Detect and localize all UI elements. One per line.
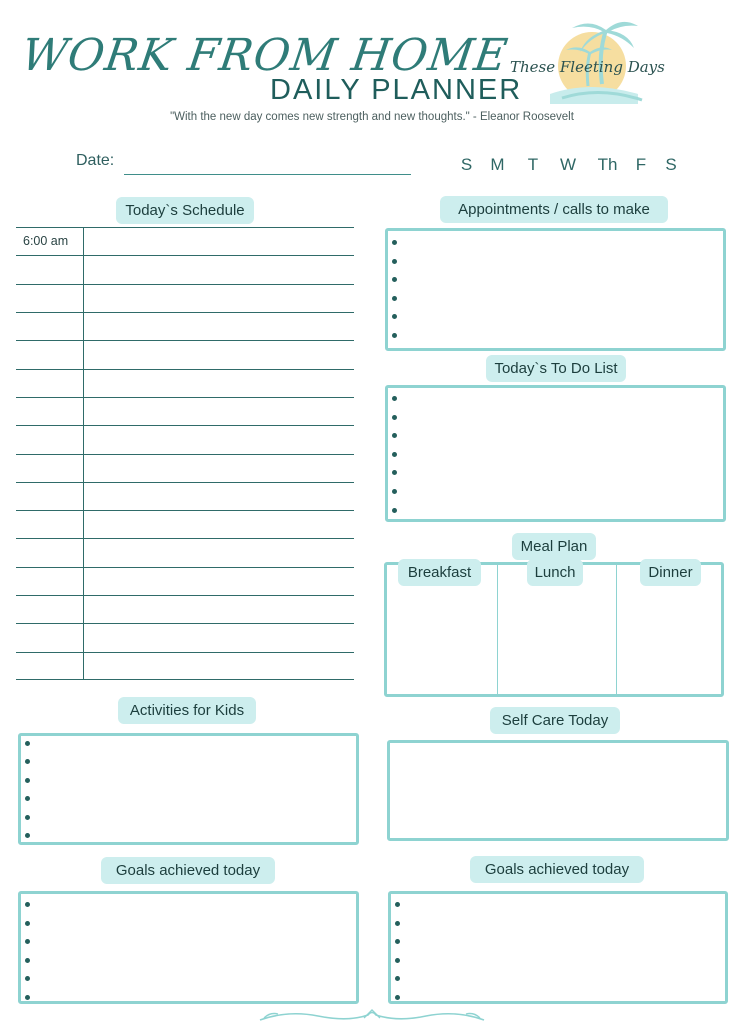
lunch-label: Lunch <box>527 559 583 586</box>
bullet-dot <box>25 958 30 963</box>
self-care-box[interactable] <box>387 740 729 841</box>
schedule-row-line <box>16 312 354 313</box>
schedule-row-line <box>16 482 354 483</box>
activities-heading: Activities for Kids <box>118 697 256 724</box>
schedule-row-line <box>16 679 354 680</box>
appointments-box[interactable] <box>385 228 726 351</box>
bullet-dot <box>25 902 30 907</box>
page-title: DAILY PLANNER <box>270 74 523 106</box>
day-tuesday[interactable]: T <box>527 155 539 174</box>
bullet-dot <box>392 489 397 494</box>
bullet-dot <box>392 433 397 438</box>
bullet-dot <box>25 796 30 801</box>
bullet-dot <box>25 921 30 926</box>
day-monday[interactable]: M <box>490 155 505 174</box>
bullet-dot <box>395 976 400 981</box>
activities-box[interactable] <box>18 733 359 845</box>
bullet-dot <box>25 815 30 820</box>
weekday-selector <box>457 155 686 175</box>
schedule-row-line <box>16 652 354 653</box>
bullet-dot <box>395 921 400 926</box>
quote: "With the new day comes new strength and new thoughts." - Eleanor Roosevelt <box>170 111 574 123</box>
bullet-dot <box>392 277 397 282</box>
bullet-dot <box>395 995 400 1000</box>
bullet-dot <box>395 958 400 963</box>
meal-plan-heading: Meal Plan <box>512 533 596 560</box>
day-friday[interactable]: F <box>635 155 647 174</box>
bullet-dot <box>392 452 397 457</box>
bullet-dot <box>392 333 397 338</box>
schedule-grid[interactable] <box>16 227 354 680</box>
bullet-dot <box>25 833 30 838</box>
bullet-dot <box>392 470 397 475</box>
bullet-dot <box>25 995 30 1000</box>
bullet-list <box>395 894 403 1001</box>
schedule-row-line <box>16 425 354 426</box>
bullet-list <box>392 231 400 348</box>
bullet-dot <box>395 939 400 944</box>
meal-divider <box>616 565 617 694</box>
title-script: WORK FROM HOME <box>18 30 512 81</box>
schedule-row-line <box>16 454 354 455</box>
schedule-row-line <box>16 397 354 398</box>
bullet-dot <box>392 314 397 319</box>
goals-right-box[interactable] <box>388 891 728 1004</box>
goals-right-heading: Goals achieved today <box>470 856 644 883</box>
bullet-dot <box>25 976 30 981</box>
flourish-ornament <box>258 1006 486 1024</box>
bullet-list <box>25 736 33 842</box>
date-field[interactable] <box>124 174 411 175</box>
schedule-row-line <box>16 538 354 539</box>
schedule-row-line <box>16 255 354 256</box>
meal-divider <box>497 565 498 694</box>
schedule-row-line <box>16 369 354 370</box>
dinner-label: Dinner <box>640 559 701 586</box>
day-thursday[interactable]: Th <box>597 155 618 174</box>
bullet-dot <box>25 741 30 746</box>
bullet-dot <box>392 396 397 401</box>
bullet-dot <box>392 240 397 245</box>
bullet-dot <box>25 759 30 764</box>
bullet-dot <box>392 415 397 420</box>
logo-text: These Fleeting Days <box>510 58 665 76</box>
schedule-time-first: 6:00 am <box>23 234 69 248</box>
schedule-heading: Today`s Schedule <box>116 197 254 224</box>
schedule-row-line <box>16 284 354 285</box>
schedule-row-line <box>16 227 354 228</box>
day-sunday[interactable]: S <box>460 155 473 174</box>
logo <box>510 14 665 104</box>
day-saturday[interactable]: S <box>665 155 677 174</box>
schedule-row-line <box>16 595 354 596</box>
goals-left-heading: Goals achieved today <box>101 857 275 884</box>
bullet-dot <box>25 778 30 783</box>
bullet-dot <box>392 508 397 513</box>
bullet-dot <box>25 939 30 944</box>
self-care-heading: Self Care Today <box>490 707 620 734</box>
schedule-row-line <box>16 510 354 511</box>
todo-box[interactable] <box>385 385 726 522</box>
day-wednesday[interactable]: W <box>559 155 577 174</box>
schedule-row-line <box>16 567 354 568</box>
appointments-heading: Appointments / calls to make <box>440 196 668 223</box>
date-label: Date: <box>76 152 115 169</box>
bullet-dot <box>392 259 397 264</box>
bullet-list <box>25 894 33 1001</box>
schedule-row-line <box>16 340 354 341</box>
goals-left-box[interactable] <box>18 891 359 1004</box>
bullet-dot <box>395 902 400 907</box>
todo-heading: Today`s To Do List <box>486 355 626 382</box>
breakfast-label: Breakfast <box>398 559 481 586</box>
schedule-row-line <box>16 623 354 624</box>
bullet-dot <box>392 296 397 301</box>
bullet-list <box>392 388 400 519</box>
